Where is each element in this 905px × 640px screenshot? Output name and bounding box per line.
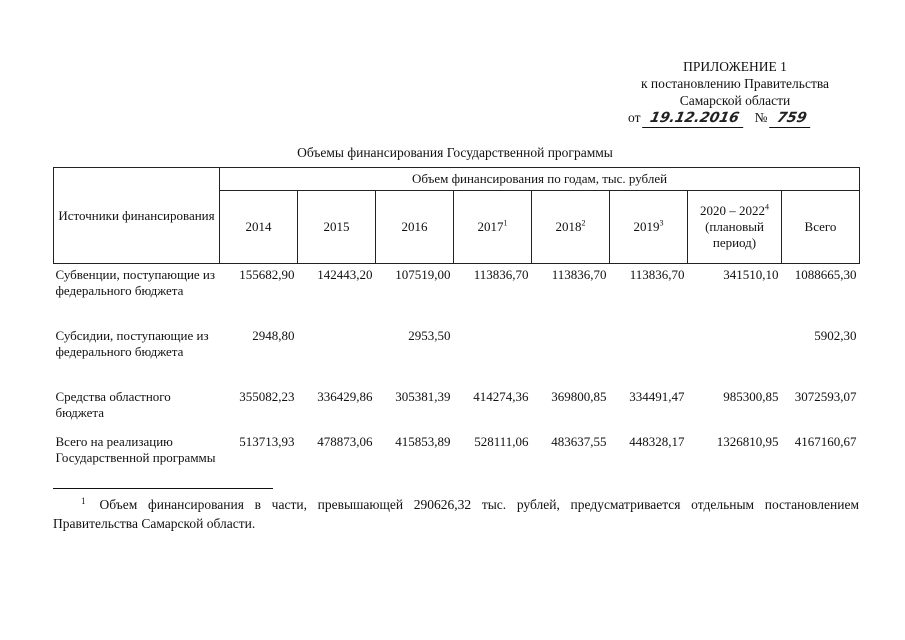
year-label: 2018 [555, 219, 582, 234]
value-cell: 107519,00 [395, 267, 451, 282]
year-footnote-mark: 3 [659, 218, 664, 228]
value-cell: 448328,17 [629, 434, 685, 449]
value-cell: 483637,55 [551, 434, 607, 449]
value-cell [610, 325, 688, 386]
value-cell [532, 325, 610, 386]
year-label: 2017 [477, 219, 504, 234]
year-label: Всего [804, 219, 837, 234]
value-cell: 355082,23 [239, 389, 295, 404]
resolution-line: к постановлению Правительства [640, 76, 830, 91]
value-cell: 1088665,30 [794, 267, 857, 282]
table-row [54, 325, 860, 386]
value-cell: 4167160,67 [794, 434, 857, 449]
footnote-mark: 1 [81, 495, 86, 506]
year-label: 2015 [323, 219, 350, 234]
value-cell: 305381,39 [395, 389, 451, 404]
footnote-text: Объем финансирования в части, превышающей 290626,32 тыс. рублей, предусматривается отдельным постановлением Правительства Самарской области. [53, 497, 859, 531]
date-number-line [610, 109, 860, 128]
year-label: 2016 [401, 219, 428, 234]
date-prefix: от [628, 110, 641, 125]
handwritten-number: 759 [769, 110, 814, 128]
table-row [54, 386, 860, 431]
source-cell: Всего на реализацию Государственной программы [55, 434, 216, 465]
footnote [53, 495, 859, 533]
table-row [54, 264, 860, 326]
handwritten-date: 19.12.2016 [642, 110, 746, 128]
year-header-3 [454, 191, 532, 264]
value-cell: 2948,80 [252, 328, 295, 343]
number-sign: № [754, 110, 768, 125]
value-cell: 2953,50 [408, 328, 451, 343]
year-label: 2019 [633, 219, 660, 234]
year-label: 2020 – 2022 [700, 203, 765, 218]
year-header-2 [376, 191, 454, 264]
region-line: Самарской области [679, 93, 791, 108]
year-header-0 [220, 191, 298, 264]
value-cell: 478873,06 [317, 434, 373, 449]
financing-table [53, 167, 860, 486]
value-cell [688, 325, 782, 386]
year-header-4 [532, 191, 610, 264]
table-title: Объемы финансирования Государственной программы [297, 145, 613, 160]
source-cell: Субвенции, поступающие из федерального бюджета [55, 267, 216, 298]
value-cell: 5902,30 [814, 328, 857, 343]
value-cell: 341510,10 [723, 267, 779, 282]
value-cell: 334491,47 [629, 389, 685, 404]
year-footnote-mark: 2 [581, 218, 586, 228]
year-header-6 [688, 191, 782, 264]
value-cell: 369800,85 [551, 389, 607, 404]
year-header-5 [610, 191, 688, 264]
year-footnote-mark: 1 [503, 218, 508, 228]
value-cell [298, 325, 376, 386]
table-row [54, 431, 860, 486]
value-cell: 415853,89 [395, 434, 451, 449]
source-header: Источники финансирования [54, 168, 220, 264]
value-cell: 113836,70 [629, 267, 685, 282]
value-cell [454, 325, 532, 386]
appendix-title: ПРИЛОЖЕНИЕ 1 [683, 59, 787, 74]
year-footnote-mark: 4 [765, 202, 769, 212]
value-cell: 985300,85 [723, 389, 779, 404]
source-cell: Субсидии, поступающие из федерального бюджета [55, 328, 209, 359]
value-cell: 113836,70 [551, 267, 607, 282]
year-label: 2014 [245, 219, 272, 234]
value-cell: 414274,36 [473, 389, 529, 404]
year-header-1 [298, 191, 376, 264]
value-cell: 155682,90 [239, 267, 295, 282]
year-header-7 [782, 191, 860, 264]
year-note: (плановый период) [705, 219, 764, 250]
value-cell: 3072593,07 [794, 389, 857, 404]
source-cell: Средства областного бюджета [55, 389, 171, 420]
appendix-header [610, 58, 860, 128]
value-cell: 513713,93 [239, 434, 295, 449]
value-cell: 113836,70 [473, 267, 529, 282]
value-cell: 1326810,95 [716, 434, 779, 449]
footnote-divider [53, 488, 273, 489]
value-cell: 336429,86 [317, 389, 373, 404]
value-cell: 528111,06 [474, 434, 529, 449]
group-header: Объем финансирования по годам, тыс. рублей [220, 168, 860, 191]
value-cell: 142443,20 [317, 267, 373, 282]
